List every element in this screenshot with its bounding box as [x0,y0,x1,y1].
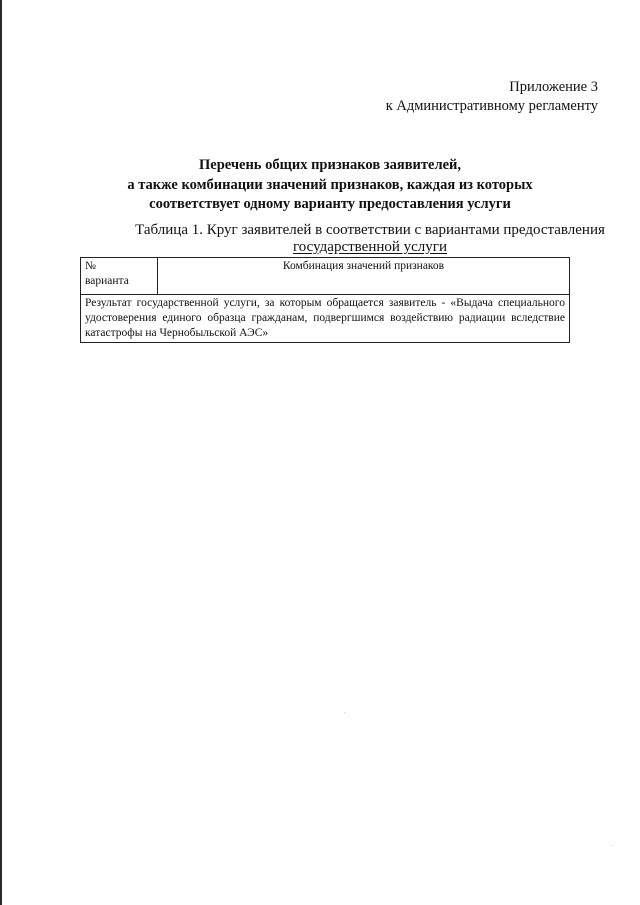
service-result-cell: Результат государственной услуги, за которым обращается заявитель - «Выдача специального удостоверения единого образца гражданам, подвергшимся воздействию радиации вследствие катастрофы на Чернобыльской АЭС» [81,295,570,343]
combination-header: Комбинация значений признаков [158,258,570,295]
heading-line-3: соответствует одному варианту предоставления услуги [149,196,511,212]
appendix-reference [386,78,598,116]
variant-number-symbol: № [85,260,96,272]
heading-line-2: а также комбинации значений признаков, каждая из которых [127,176,533,193]
appendix-regulation: к Административному регламенту [385,98,598,114]
table-caption [100,222,640,256]
variant-number-label: варианта [85,275,129,287]
appendix-number: Приложение 3 [509,79,598,95]
table-header-row [81,258,570,295]
table-row [81,295,570,343]
heading-line-1: Перечень общих признаков заявителей, [198,157,461,173]
variant-number-header [81,258,158,295]
table-caption-line-1: Таблица 1. Круг заявителей в соответствии с вариантами предоставления [135,222,605,238]
scan-speck [344,712,345,713]
document-heading [60,156,600,215]
scan-speck [611,845,612,846]
variants-table [80,257,570,343]
page-left-edge [0,0,2,905]
table-caption-line-2: государственной услуги [293,239,447,255]
